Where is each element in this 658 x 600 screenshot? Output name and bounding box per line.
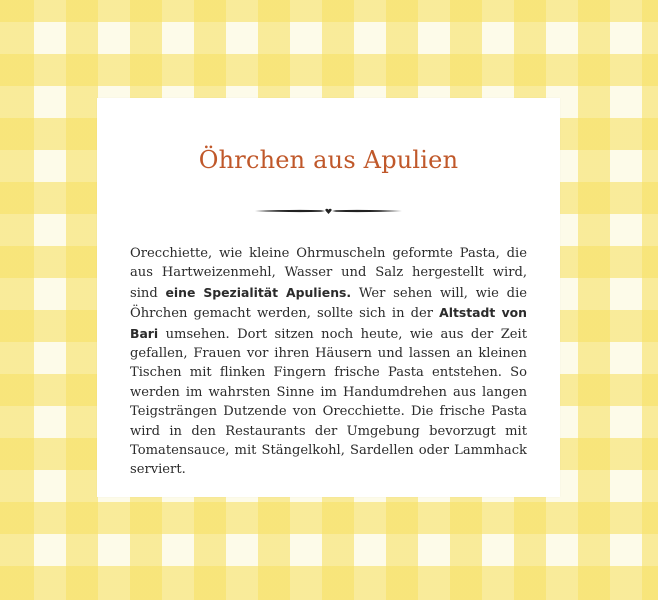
body-paragraph <box>130 244 527 480</box>
divider-left-flourish <box>255 210 325 212</box>
emphasis-text: Altstadt von Bari <box>130 305 527 341</box>
paragraph-text: Wer sehen will, wie die Öhrchen gemacht werden, sollte sich in der <box>130 285 528 322</box>
text-card <box>97 98 560 497</box>
page-title: Öhrchen aus Apulien <box>198 146 459 174</box>
divider-heart-icon <box>325 209 331 214</box>
paragraph-text: umsehen. Dort sitzen noch heute, wie aus der Zeit gefallen, Frauen vor ihren Häusern und lassen an kleinen Tischen mit flinken Fingern frische Pasta entstehen. So werden im wahrsten Sinne im Handumdrehen aus langen Teigsträngen Dutzende von Orecchiette. Die frische Pasta wird in den Restaurants der Umgebung bevorzugt mit Tomatensauce, mit Stängelkohl, Sardellen oder Lammhack serviert. <box>130 326 527 478</box>
paragraph-text: Orecchiette, wie kleine Ohrmuscheln geformte Pasta, die aus Hartweizenmehl, Wasser und Salz hergestellt wird, sind <box>130 246 527 301</box>
divider-ornament <box>255 206 402 216</box>
emphasis-text: eine Spezialität Apuliens. <box>165 284 352 300</box>
divider-right-flourish <box>332 210 402 212</box>
